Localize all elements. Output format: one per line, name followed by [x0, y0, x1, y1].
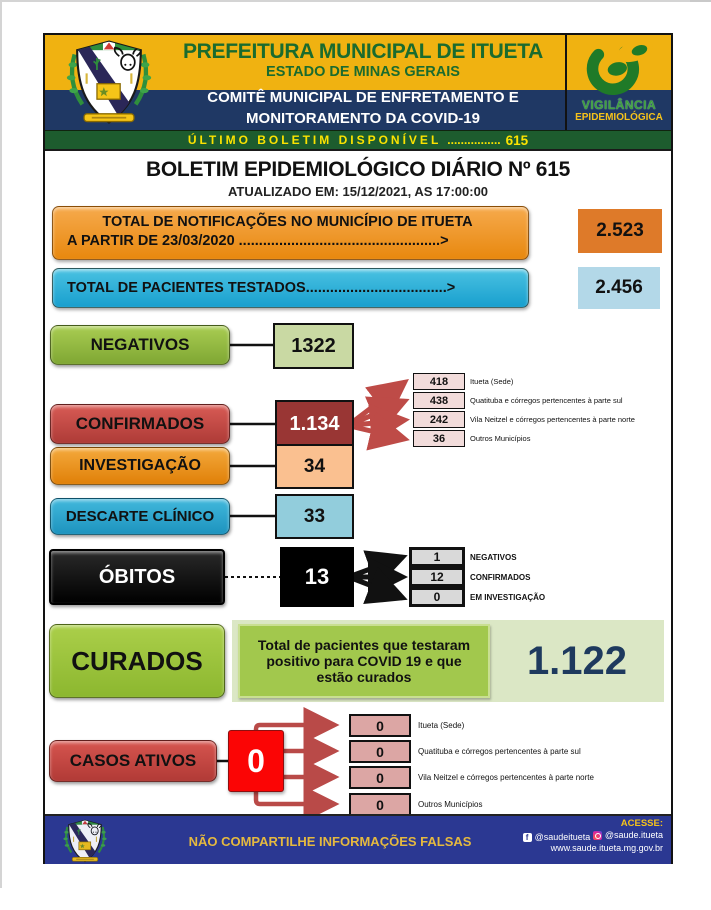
casos-quatituba-label: Quatituba e córregos pertencentes à parte sul — [418, 747, 581, 756]
confirmados-outros-label: Outros Municípios — [470, 434, 531, 443]
casos-outros-label: Outros Municípios — [418, 800, 483, 809]
confirmados-itueta-value: 418 — [413, 373, 465, 390]
page-edge-bottom — [0, 0, 690, 2]
page-title: BOLETIM EPIDEMIOLÓGICO DIÁRIO Nº 615 — [146, 158, 570, 181]
footer-warning: NÃO COMPARTILHE INFORMAÇÕES FALSAS — [188, 833, 472, 849]
casos-outros-value: 0 — [349, 793, 411, 816]
obitos-investigacao-label: EM INVESTIGAÇÃO — [470, 592, 546, 602]
notifications-value: 2.523 — [578, 209, 662, 253]
notifications-label-line1: TOTAL DE NOTIFICAÇÕES NO MUNICÍPIO DE ITUETA — [102, 214, 473, 230]
casos-ativos-button: CASOS ATIVOS — [49, 740, 217, 782]
notifications-label-line2: A PARTIR DE 23/03/2020 ..................................................> — [67, 233, 449, 249]
casos-row-quatituba — [349, 740, 581, 763]
last-bulletin-bar — [45, 130, 671, 151]
bulletin-body — [45, 151, 671, 814]
confirmados-row-quatituba — [413, 392, 623, 409]
footer-coat-of-arms-icon — [59, 819, 111, 863]
casos-itueta-label: Itueta (Sede) — [418, 721, 465, 730]
obitos-value: 13 — [280, 547, 354, 607]
instagram-icon — [593, 831, 602, 840]
epidemiologica-label: EPIDEMIOLÓGICA — [575, 112, 663, 123]
tested-label: TOTAL DE PACIENTES TESTADOS...................................> — [67, 280, 456, 296]
footer-links — [523, 818, 663, 855]
committee-line1: COMITÊ MUNICIPAL DE ENFRETAMENTO E — [207, 89, 519, 106]
confirmados-row-vila-neitzel — [413, 411, 635, 428]
estado-subtitle: ESTADO DE MINAS GERAIS — [266, 64, 460, 80]
confirmados-vila-neitzel-value: 242 — [413, 411, 465, 428]
tested-value: 2.456 — [578, 267, 660, 309]
facebook-handle: @saudeitueta — [534, 831, 591, 842]
instagram-link[interactable] — [593, 830, 663, 842]
last-bulletin-number: 615 — [505, 132, 529, 148]
itueta-coat-of-arms-icon — [59, 39, 159, 125]
investigacao-value: 34 — [275, 444, 354, 489]
obitos-button: ÓBITOS — [49, 549, 225, 605]
casos-ativos-value: 0 — [228, 730, 284, 792]
confirmados-value: 1.134 — [275, 400, 354, 449]
instagram-handle: @saude.itueta — [604, 829, 663, 840]
website-link[interactable]: www.saude.itueta.mg.gov.br — [550, 843, 663, 854]
confirmados-quatituba-label: Quatituba e córregos pertencentes à parte sul — [470, 396, 623, 405]
casos-vila-neitzel-value: 0 — [349, 766, 411, 789]
prefeitura-title: PREFEITURA MUNICIPAL DE ITUETA — [182, 40, 544, 63]
curados-description: Total de pacientes que testaram positivo para COVID 19 e que estão curados — [238, 624, 490, 698]
header — [45, 35, 671, 151]
vigilancia-block — [565, 35, 671, 130]
bulletin-frame — [43, 33, 673, 864]
facebook-icon: f — [523, 833, 532, 842]
descarte-clinico-button: DESCARTE CLÍNICO — [50, 498, 230, 535]
casos-row-outros — [349, 793, 482, 816]
obitos-row-investigacao — [409, 587, 545, 607]
updated-timestamp: ATUALIZADO EM: 15/12/2021, AS 17:00:00 — [227, 184, 489, 199]
casos-quatituba-value: 0 — [349, 740, 411, 763]
header-titles — [163, 35, 563, 130]
casos-row-vila-neitzel — [349, 766, 594, 789]
negativos-button: NEGATIVOS — [50, 325, 230, 365]
obitos-negativos-value: 1 — [409, 547, 465, 567]
casos-vila-neitzel-label: Vila Neitzel e córregos pertencentes à parte norte — [418, 773, 594, 782]
committee-line2: MONITORAMENTO DA COVID-19 — [246, 110, 480, 127]
obitos-confirmados-value: 12 — [409, 567, 465, 587]
access-label: ACESSE: — [620, 818, 663, 829]
last-bulletin-label: ÚLTIMO BOLETIM DISPONÍVEL — [187, 133, 442, 147]
confirmados-itueta-label: Itueta (Sede) — [470, 377, 514, 386]
casos-row-itueta — [349, 714, 464, 737]
page-edge-right — [0, 0, 2, 888]
obitos-investigacao-value: 0 — [409, 587, 465, 607]
confirmados-button: CONFIRMADOS — [50, 404, 230, 444]
vigilancia-epidemiologica-icon — [575, 37, 665, 99]
obitos-row-confirmados — [409, 567, 530, 587]
investigacao-button: INVESTIGAÇÃO — [50, 447, 230, 485]
obitos-row-negativos — [409, 547, 517, 567]
confirmados-quatituba-value: 438 — [413, 392, 465, 409]
footer — [45, 814, 671, 864]
confirmados-outros-value: 36 — [413, 430, 465, 447]
confirmados-row-outros — [413, 430, 530, 447]
curados-value: 1.122 — [526, 638, 628, 683]
tested-bar — [52, 268, 529, 308]
negativos-value: 1322 — [273, 323, 354, 369]
confirmados-vila-neitzel-label: Vila Neitzel e córregos pertencentes à parte norte — [470, 415, 635, 424]
descarte-clinico-value: 33 — [275, 494, 354, 539]
casos-itueta-value: 0 — [349, 714, 411, 737]
obitos-negativos-label: NEGATIVOS — [470, 552, 517, 562]
last-bulletin-dots: ................ — [447, 133, 501, 147]
vigilancia-label: VIGILÂNCIA — [581, 98, 657, 112]
confirmados-row-itueta — [413, 373, 513, 390]
obitos-confirmados-label: CONFIRMADOS — [470, 572, 531, 582]
notifications-bar — [52, 206, 529, 260]
facebook-link[interactable] — [523, 832, 591, 844]
curados-button: CURADOS — [49, 624, 225, 698]
